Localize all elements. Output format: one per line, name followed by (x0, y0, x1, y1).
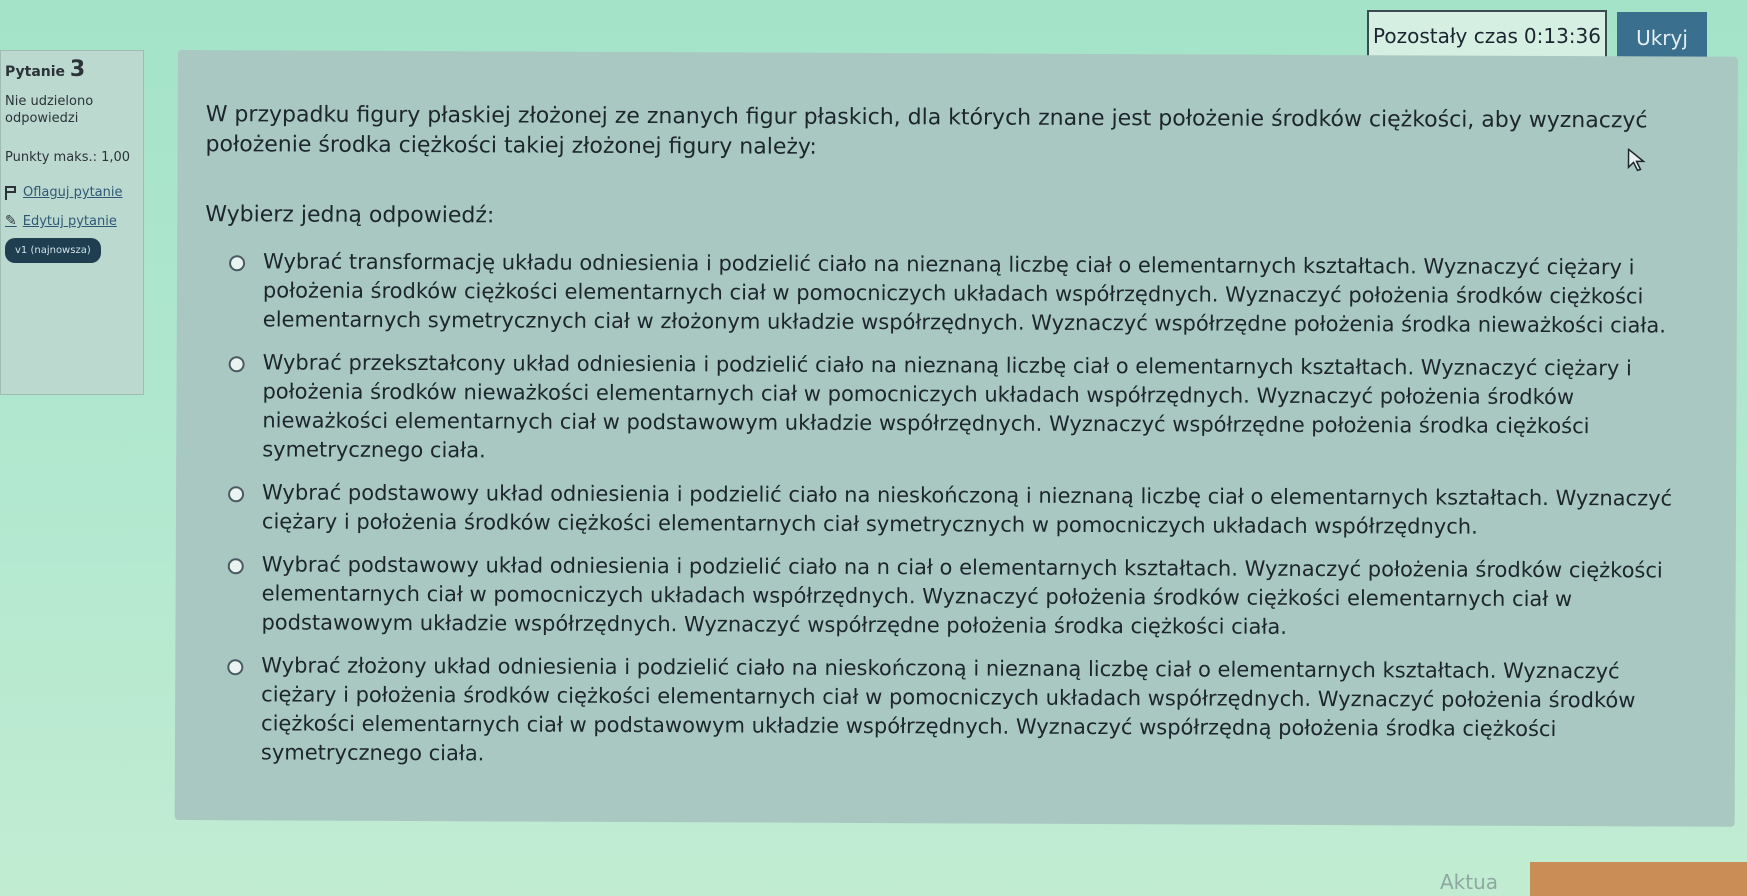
answer-option-b[interactable] (204, 348, 1706, 471)
timer-label: Pozostały czas (1373, 24, 1518, 48)
bottom-link[interactable]: Aktua (1440, 870, 1499, 894)
flag-icon (5, 186, 17, 200)
timer (1367, 10, 1607, 62)
timer-value: 0:13:36 (1523, 24, 1601, 48)
question-info (0, 50, 144, 395)
answer-text[interactable]: Wybrać podstawowy układ odniesienia i podzielić ciało na n ciał o elementarnych kształtach. Wyznaczyć położenia środków ciężkości elementarnych ciał w pomocniczych układach współrzędnych. Wyznaczyć położenia środków ciężkości elementarnych ciał w podstawowym układzie współrzędnych. Wyznaczyć współrzędne położenia środka ciężkości ciała. (261, 552, 1663, 639)
answer-option-a[interactable] (205, 247, 1707, 341)
flag-question-link[interactable] (5, 184, 143, 201)
answer-list (203, 247, 1707, 774)
answer-status: Nie udzielono odpowiedzi (5, 94, 94, 126)
answer-option-e[interactable] (203, 651, 1705, 774)
flag-question-label: Oflaguj pytanie (23, 185, 123, 200)
answer-prompt: Wybierz jedną odpowiedź: (205, 202, 495, 229)
radio-button[interactable] (228, 486, 244, 502)
pencil-icon: ✎ (5, 213, 17, 229)
question-panel (175, 50, 1738, 827)
radio-button[interactable] (229, 255, 245, 271)
question-text: W przypadku figury płaskiej złożonej ze znanych figur płaskich, dla których znane jest położenie środków ciężkości, aby wyznaczyć położenie środka ciężkości takiej złożonej figury należy: (205, 102, 1648, 160)
answer-text[interactable]: Wybrać transformację układu odniesienia i podzielić ciało na nieznaną liczbę ciał o elementarnych kształtach. Wyznaczyć ciężary i położenia środków ciężkości elementarnych ciał w pomocniczych układach współrzędnych. Wyznaczyć położenia środków ciężkości elementarnych symetrycznych ciał w złożonym układzie współrzędnych. Wyznaczyć współrzędne położenia środka nieważkości ciała. (262, 249, 1666, 338)
radio-button[interactable] (228, 558, 244, 574)
hide-timer-button[interactable]: Ukryj (1617, 12, 1707, 64)
radio-button[interactable] (229, 356, 245, 372)
edit-question-label: Edytuj pytanie (22, 214, 117, 229)
question-label: Pytanie (5, 64, 66, 80)
answer-text[interactable]: Wybrać złożony układ odniesienia i podzielić ciało na nieskończoną i nieznaną liczbę ciał o elementarnych kształtach. Wyznaczyć ciężary i położenia środków ciężkości elementarnych ciał w pomocniczych układach współrzędnych. Wyznaczyć położenia środków ciężkości elementarnych ciał w podstawowym układzie współrzędnych. Wyznaczyć współrzędną położenia środka ciężkości symetrycznego ciała. (260, 653, 1636, 766)
answer-text[interactable]: Wybrać przekształcony układ odniesienia i podzielić ciało na nieznaną liczbę ciał o elementarnych kształtach. Wyznaczyć ciężary i położenia środków nieważkości elementarnych ciał w pomocniczych układach współrzędnych. Wyznaczyć położenia środków nieważkości elementarnych ciał w podstawowym układzie współrzędnych. Wyznaczyć współrzędne położenia środka ciężkości symetrycznego ciała. (262, 350, 1632, 463)
radio-button[interactable] (227, 659, 243, 675)
answer-option-d[interactable] (203, 550, 1705, 644)
edit-question-link[interactable] (5, 213, 143, 230)
version-badge: v1 (najnowsza) (5, 238, 101, 263)
next-page-button[interactable] (1530, 862, 1747, 896)
answer-text[interactable]: Wybrać podstawowy układ odniesienia i podzielić ciało na nieskończoną i nieznaną liczbę ciał o elementarnych kształtach. Wyznaczyć ciężary i położenia środków ciężkości elementarnych ciał symetrycznych w pomocniczych układach współrzędnych. (261, 480, 1673, 539)
max-points: Punkty maks.: 1,00 (5, 150, 131, 165)
question-number-heading (5, 57, 143, 82)
answer-option-c[interactable] (204, 478, 1706, 543)
question-number: 3 (69, 57, 86, 82)
